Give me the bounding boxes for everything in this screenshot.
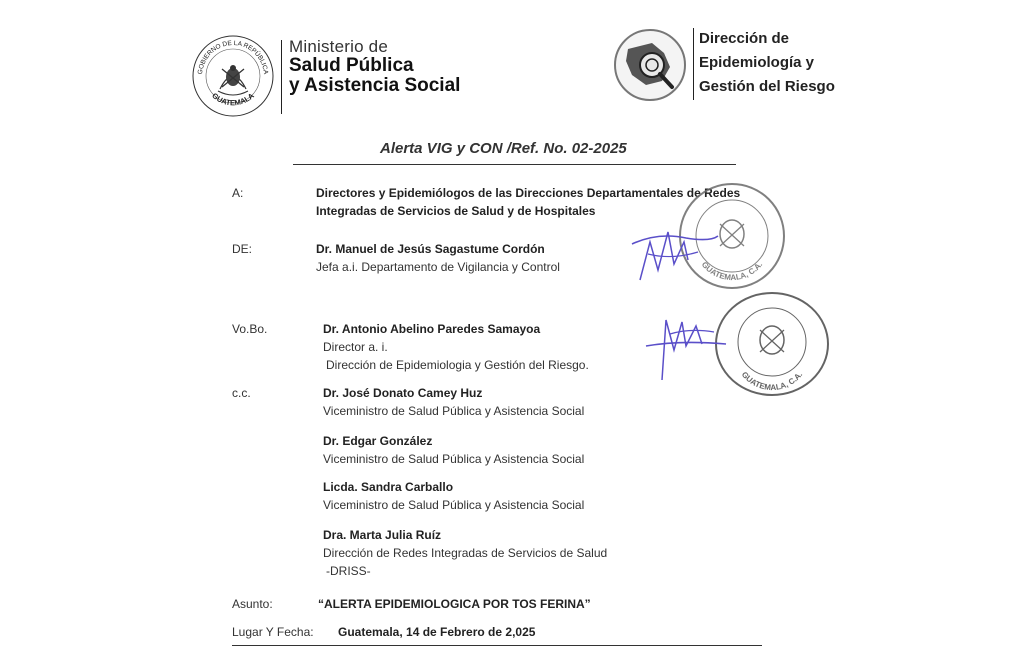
header-divider [281, 40, 282, 114]
cc-name: Dra. Marta Julia Ruíz [323, 528, 442, 542]
signature-vobo [640, 310, 732, 384]
seal-top-text: GOBIERNO DE LA REPÚBLICA [196, 39, 270, 75]
to-label: A: [232, 186, 244, 200]
cc-name: Licda. Sandra Carballo [323, 480, 454, 494]
to-line1: Directores y Epidemiólogos de las Direcciones Departamentales de Redes [316, 186, 741, 200]
seal-bottom-text: GUATEMALA [210, 91, 256, 108]
cc-role: Viceministro de Salud Pública y Asistencia Social [323, 498, 585, 512]
ministry-name-line1: Ministerio de [289, 37, 388, 56]
stamp2-text: GUATEMALA, C.A. [739, 370, 805, 393]
department-name-line2: Epidemiología y [699, 54, 815, 71]
vobo-role2: Dirección de Epidemiologia y Gestión del Riesgo. [326, 358, 589, 372]
place-date-value: Guatemala, 14 de Febrero de 2,025 [338, 625, 536, 639]
svg-text:GUATEMALA, C.A. [740, 370, 804, 392]
cc-name: Dr. José Donato Camey Huz [323, 386, 483, 400]
cc-role: Viceministro de Salud Pública y Asistencia Social [323, 452, 585, 466]
alert-reference-title: Alerta VIG y CON /Ref. No. 02-2025 [380, 140, 627, 157]
subject-label: Asunto: [232, 597, 273, 611]
cc-role: Viceministro de Salud Pública y Asistencia Social [323, 404, 585, 418]
signature-from [628, 214, 720, 290]
title-underline [293, 164, 736, 165]
vobo-role1: Director a. i. [323, 340, 388, 354]
footer-rule [232, 645, 762, 646]
guatemala-seal-icon [190, 33, 276, 119]
department-name-line3: Gestión del Riesgo [699, 78, 835, 95]
cc-role-2: -DRISS- [326, 564, 371, 578]
department-name-line1: Dirección de [699, 30, 790, 47]
ministry-name-line2: Salud Pública [289, 55, 414, 76]
ministry-name-line3: y Asistencia Social [289, 75, 461, 96]
from-name: Dr. Manuel de Jesús Sagastume Cordón [316, 242, 545, 256]
department-logo-icon [612, 27, 688, 103]
subject-value: “ALERTA EPIDEMIOLOGICA POR TOS FERINA” [318, 597, 591, 611]
cc-name: Dr. Edgar González [323, 434, 433, 448]
place-date-label: Lugar Y Fecha: [232, 625, 314, 639]
from-label: DE: [232, 242, 253, 256]
to-line2: Integradas de Servicios de Salud y de Hospitales [316, 204, 596, 218]
cc-role: Dirección de Redes Integradas de Servicios de Salud [323, 546, 608, 560]
vobo-label: Vo.Bo. [232, 322, 268, 336]
stamp1-text: GUATEMALA, C.A. [699, 260, 765, 283]
from-role: Jefa a.i. Departamento de Vigilancia y Control [316, 260, 560, 274]
dept-divider [693, 28, 694, 100]
cc-label: c.c. [232, 386, 251, 400]
svg-text:GUATEMALA [210, 91, 256, 108]
vobo-name: Dr. Antonio Abelino Paredes Samayoa [323, 322, 541, 336]
